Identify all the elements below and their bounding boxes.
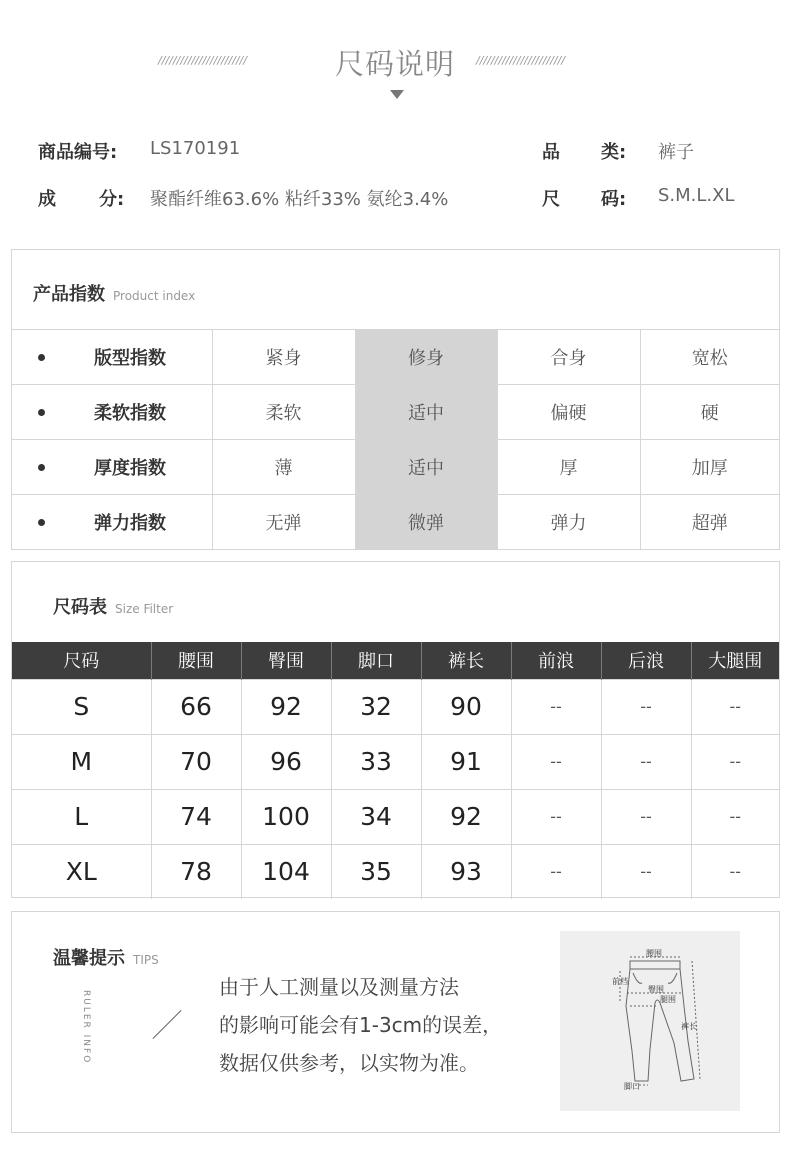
size-table-cell: 90 — [421, 679, 511, 734]
bullet-icon — [38, 354, 45, 361]
material-label-part1: 成 — [38, 189, 56, 210]
tips-title — [53, 944, 159, 970]
size-table-header-cell: 大腿围 — [691, 642, 779, 679]
size-table-cell: -- — [601, 844, 691, 899]
tips-card — [11, 911, 780, 1133]
size-table-header-cell: 前浪 — [511, 642, 601, 679]
index-row — [12, 495, 779, 550]
product-index-table — [12, 329, 779, 550]
diagram-label-waist: 腰围 — [646, 949, 662, 958]
size-table-cell: 104 — [241, 844, 331, 899]
size-table-card — [11, 561, 780, 898]
index-option: 超弹 — [640, 495, 779, 550]
size-table-cell: 74 — [151, 789, 241, 844]
index-option: 合身 — [497, 330, 640, 385]
size-table-cell: 92 — [241, 679, 331, 734]
size-table-cell: 35 — [331, 844, 421, 899]
diagram-label-front-rise: 前档 — [612, 977, 628, 986]
product-index-subtitle: Product index — [113, 289, 196, 303]
table-row — [12, 789, 779, 844]
header-decoration-left: //////////////////////// — [158, 54, 247, 67]
product-index-title-text: 产品指数 — [33, 284, 105, 305]
page-header — [0, 40, 790, 110]
size-table-cell: -- — [691, 789, 779, 844]
index-option: 紧身 — [212, 330, 355, 385]
table-row — [12, 844, 779, 899]
size-table-header-cell: 臀围 — [241, 642, 331, 679]
tips-subtitle: TIPS — [133, 953, 159, 967]
table-row — [12, 679, 779, 734]
size-table-cell: 93 — [421, 844, 511, 899]
bullet-icon — [38, 409, 45, 416]
index-row-label-cell — [12, 495, 212, 550]
diagram-label-hip: 臀围 — [648, 985, 664, 994]
product-index-title — [33, 280, 195, 306]
size-table-cell: XL — [12, 844, 151, 899]
size-table-cell: 100 — [241, 789, 331, 844]
size-table-cell: -- — [511, 789, 601, 844]
size-table-cell: -- — [691, 844, 779, 899]
size-table-cell: -- — [511, 679, 601, 734]
size-value: S.M.L.XL — [658, 185, 735, 206]
category-label-part1: 品 — [542, 142, 560, 163]
size-table-cell: -- — [601, 734, 691, 789]
size-table-cell: 92 — [421, 789, 511, 844]
diagram-label-hem: 脚口 — [624, 1082, 640, 1091]
index-option-selected: 适中 — [355, 440, 497, 495]
index-row-label: 柔软指数 — [94, 403, 166, 424]
material-label-part2: 分: — [99, 189, 125, 210]
size-table-cell: L — [12, 789, 151, 844]
index-option: 硬 — [640, 385, 779, 440]
index-option: 偏硬 — [497, 385, 640, 440]
index-option: 薄 — [212, 440, 355, 495]
size-table-header-cell: 脚口 — [331, 642, 421, 679]
tips-line-2: 的影响可能会有1-3cm的误差， — [219, 1013, 503, 1037]
size-table-cell: 33 — [331, 734, 421, 789]
triangle-down-icon — [390, 90, 404, 99]
pants-measurement-diagram — [560, 931, 740, 1111]
header-decoration-right: //////////////////////// — [476, 54, 565, 67]
size-table-cell: S — [12, 679, 151, 734]
table-row — [12, 734, 779, 789]
index-row-label-cell — [12, 385, 212, 440]
product-index-card — [11, 249, 780, 550]
size-table-cell: -- — [511, 844, 601, 899]
material-value: 聚酯纤维63.6% 粘纤33% 氨纶3.4% — [150, 189, 449, 210]
ruler-info-vertical-text: RULER INFO — [81, 990, 91, 1065]
diagram-label-length: 裤长 — [681, 1022, 697, 1031]
size-table-cell: 78 — [151, 844, 241, 899]
index-option: 宽松 — [640, 330, 779, 385]
index-row-label: 厚度指数 — [94, 458, 166, 479]
size-table — [12, 642, 779, 899]
size-table-cell: 91 — [421, 734, 511, 789]
size-table-cell: -- — [511, 734, 601, 789]
size-table-header-cell: 尺码 — [12, 642, 151, 679]
index-row-label: 弹力指数 — [94, 513, 166, 535]
size-table-cell: 34 — [331, 789, 421, 844]
size-table-cell: 70 — [151, 734, 241, 789]
index-row — [12, 385, 779, 440]
size-table-cell: -- — [601, 679, 691, 734]
item-no-label: 商品编号: — [38, 142, 118, 163]
tips-title-text: 温馨提示 — [53, 948, 125, 969]
bullet-icon — [38, 519, 45, 526]
index-row-label: 版型指数 — [94, 348, 166, 369]
size-table-title-text: 尺码表 — [53, 597, 107, 618]
size-table-cell: M — [12, 734, 151, 789]
pants-outline-icon — [560, 931, 740, 1111]
index-option: 厚 — [497, 440, 640, 495]
bullet-icon — [38, 464, 45, 471]
tips-line-1: 由于人工测量以及测量方法 — [219, 975, 459, 999]
index-option-selected: 微弹 — [355, 495, 497, 550]
index-option: 弹力 — [497, 495, 640, 550]
size-table-cell: -- — [691, 679, 779, 734]
size-table-cell: 96 — [241, 734, 331, 789]
size-label-part1: 尺 — [542, 189, 560, 210]
index-option: 柔软 — [212, 385, 355, 440]
index-row-label-cell — [12, 330, 212, 385]
size-table-cell: -- — [601, 789, 691, 844]
size-table-title — [53, 593, 173, 619]
item-no-value: LS170191 — [150, 138, 241, 159]
tips-line-3: 数据仅供参考，以实物为准。 — [219, 1051, 479, 1075]
size-table-cell: 66 — [151, 679, 241, 734]
size-label-part2: 码: — [601, 189, 627, 210]
category-label-part2: 类: — [601, 142, 627, 163]
index-row — [12, 440, 779, 495]
index-option: 无弹 — [212, 495, 355, 550]
index-row — [12, 330, 779, 385]
tips-text — [219, 968, 502, 1082]
size-table-subtitle: Size Filter — [115, 602, 174, 616]
index-option-selected: 适中 — [355, 385, 497, 440]
index-option-selected: 修身 — [355, 330, 497, 385]
category-value: 裤子 — [658, 142, 694, 163]
page-title: 尺码说明 — [334, 47, 455, 81]
size-table-cell: 32 — [331, 679, 421, 734]
slash-divider — [153, 1010, 182, 1039]
size-table-header-cell: 腰围 — [151, 642, 241, 679]
index-row-label-cell — [12, 440, 212, 495]
size-table-header-cell: 后浪 — [601, 642, 691, 679]
diagram-label-thigh: 腿围 — [660, 995, 676, 1004]
size-table-cell: -- — [691, 734, 779, 789]
index-option: 加厚 — [640, 440, 779, 495]
size-table-header-cell: 裤长 — [421, 642, 511, 679]
